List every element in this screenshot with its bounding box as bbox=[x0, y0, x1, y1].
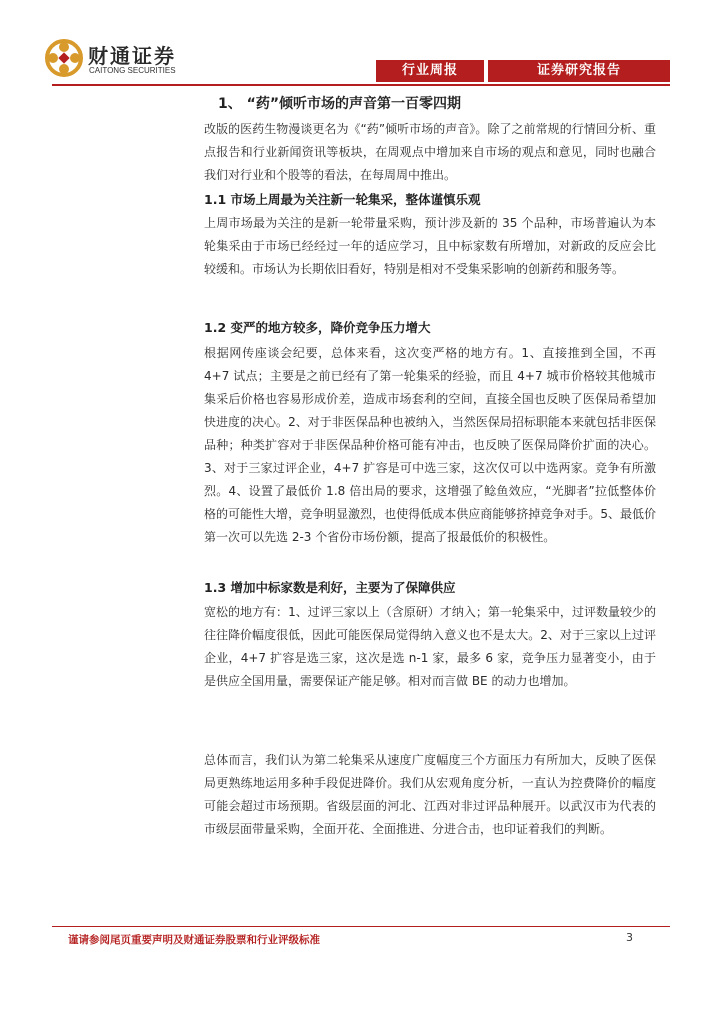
subsection-2-heading: 1.2 变严的地方较多，降价竞争压力增大 bbox=[204, 320, 431, 335]
page-number: 3 bbox=[626, 931, 633, 944]
subsection-1-heading: 1.1 市场上周最为关注新一轮集采，整体谨慎乐观 bbox=[204, 192, 481, 207]
footer-disclaimer: 谨请参阅尾页重要声明及财通证券股票和行业评级标准 bbox=[68, 934, 320, 946]
header-divider bbox=[52, 84, 670, 86]
subsection-2-body: 根据网传座谈会纪要，总体来看，这次变严格的地方有。1、直接推到全国，不再 4+7 试点；主要是之前已经有了第一轮集采的经验，而且 4+7 城市价格较其他城市集采后价格也容易形成价差，造成市场套利的空间，直接全国也反映了医保局希望加快进度的决心。2、对于非医保品种也被纳入，当然医保局招标职能本来就包括非医保品种；种类扩容对于非医保品种价格可能有冲击，也反映了医保局降价扩面的决心。3、对于三家过评企业，4+7 扩容是可中选三家，这次仅可以中选两家。竞争有所激烈。4、设置了最低价 1.8 倍出局的要求，这增强了鲶鱼效应，“光脚者”拉低整体价格的可能性大增，竞争明显激烈，也使得低成本供应商能够挤掉竞争对手。5、最低价第一次可以先选 2-3 个省份市场份额，提高了报最低价的积极性。 bbox=[204, 346, 656, 544]
summary-paragraph: 总体而言，我们认为第二轮集采从速度广度幅度三个方面压力有所加大，反映了医保局更熟练地运用多种手段促进降价。我们从宏观角度分析，一直认为控费降价的幅度可能会超过市场预期。省级层面的河北、江西对非过评品种展开。以武汉市为代表的市级层面带量采购，全面开花、全面推进、分进合击，也印证着我们的判断。 bbox=[204, 753, 656, 836]
section-title: 1、 “药”倾听市场的声音第一百零四期 bbox=[218, 96, 462, 112]
tab-weekly: 行业周报 bbox=[376, 60, 484, 82]
tab-research-report: 证券研究报告 bbox=[488, 60, 670, 82]
logo-chinese-name: 财通证券 bbox=[88, 44, 176, 68]
company-logo bbox=[44, 38, 204, 82]
logo-mark-icon bbox=[44, 38, 84, 78]
footer-divider bbox=[52, 926, 670, 927]
intro-paragraph: 改版的医药生物漫谈更名为《“药”倾听市场的声音》。除了之前常规的行情回分析、重点报告和行业新闻资讯等板块，在周观点中增加来自市场的观点和意见，同时也融合我们对行业和个股等的看法，在每周周中推出。 bbox=[204, 122, 656, 182]
logo-english-name: CAITONG SECURITIES bbox=[89, 66, 176, 75]
subsection-1-body: 上周市场最为关注的是新一轮带量采购，预计涉及新的 35 个品种，市场普遍认为本轮集采由于市场已经经过一年的适应学习，且中标家数有所增加，对新政的反应会比较缓和。市场认为长期依旧看好，特别是相对不受集采影响的创新药和服务等。 bbox=[204, 216, 656, 276]
subsection-3-body: 宽松的地方有：1、过评三家以上（含原研）才纳入；第一轮集采中，过评数量较少的往往降价幅度很低，因此可能医保局觉得纳入意义也不是太大。2、对于三家以上过评企业，4+7 扩容是选三家，这次是选 n-1 家，最多 6 家，竞争压力显著变小，由于是供应全国用量，需要保证产能足够。相对而言做 BE 的动力也增加。 bbox=[204, 605, 656, 688]
subsection-3-heading: 1.3 增加中标家数是利好，主要为了保障供应 bbox=[204, 580, 456, 595]
